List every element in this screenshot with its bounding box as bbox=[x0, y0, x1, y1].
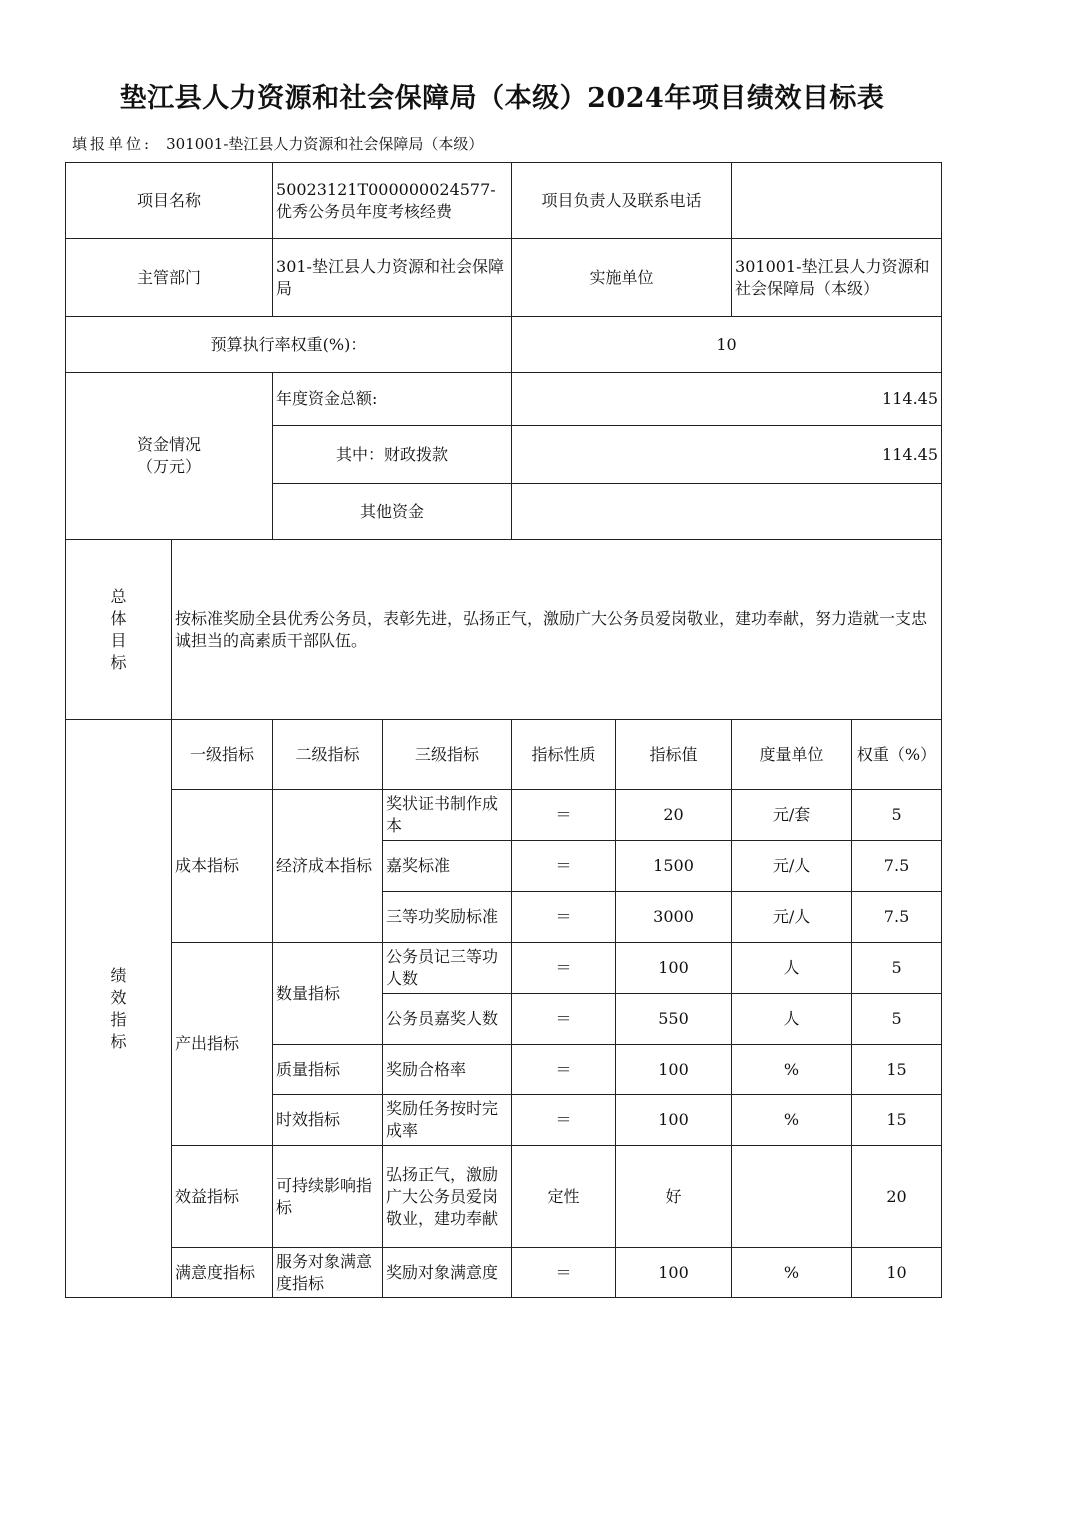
indicator-unit: 元/套 bbox=[732, 790, 852, 841]
level2-service-satisfaction: 服务对象满意度指标 bbox=[273, 1248, 383, 1298]
indicator-unit: % bbox=[732, 1248, 852, 1298]
dept-value: 301-垫江县人力资源和社会保障局 bbox=[273, 239, 512, 317]
indicator-unit: 元/人 bbox=[732, 841, 852, 892]
dept-label: 主管部门 bbox=[66, 239, 273, 317]
indicator-value: 3000 bbox=[616, 892, 732, 943]
indicator-nature: ＝ bbox=[512, 1248, 616, 1298]
funds-label bbox=[66, 373, 273, 540]
indicator-name: 嘉奖标准 bbox=[383, 841, 512, 892]
report-unit bbox=[72, 133, 483, 154]
indicator-weight: 5 bbox=[852, 790, 942, 841]
indicator-unit: % bbox=[732, 1045, 852, 1095]
indicators-label-char: 指 bbox=[110, 1009, 127, 1029]
budget-weight-value: 10 bbox=[512, 317, 942, 373]
indicator-weight: 7.5 bbox=[852, 892, 942, 943]
level2-quality: 质量指标 bbox=[273, 1045, 383, 1095]
project-name-label: 项目名称 bbox=[66, 163, 273, 239]
indicator-nature: ＝ bbox=[512, 892, 616, 943]
indicators-label bbox=[66, 720, 172, 1298]
indicator-name: 弘扬正气，激励广大公务员爱岗敬业，建功奉献 bbox=[383, 1146, 512, 1248]
funds-label-line1: 资金情况 bbox=[137, 435, 202, 454]
level2-timeliness: 时效指标 bbox=[273, 1095, 383, 1146]
level1-benefit: 效益指标 bbox=[172, 1146, 273, 1248]
goal-label-char: 目 bbox=[110, 630, 127, 650]
goal-label bbox=[66, 540, 172, 720]
funds-fiscal-value: 114.45 bbox=[512, 426, 942, 484]
indicator-unit: % bbox=[732, 1095, 852, 1146]
indicator-weight: 15 bbox=[852, 1045, 942, 1095]
level2-sustainable: 可持续影响指标 bbox=[273, 1146, 383, 1248]
goal-text: 按标准奖励全县优秀公务员，表彰先进，弘扬正气，激励广大公务员爱岗敬业，建功奉献，努力造就一支忠诚担当的高素质干部队伍。 bbox=[172, 540, 942, 720]
indicator-name: 奖励任务按时完成率 bbox=[383, 1095, 512, 1146]
indicator-nature: ＝ bbox=[512, 841, 616, 892]
funds-fiscal-label: 其中：财政拨款 bbox=[273, 426, 512, 484]
level1-satisfaction: 满意度指标 bbox=[172, 1248, 273, 1298]
indicator-value: 100 bbox=[616, 943, 732, 994]
indicator-name: 奖励对象满意度 bbox=[383, 1248, 512, 1298]
header-weight: 权重（%） bbox=[852, 720, 942, 790]
goal-label-char: 标 bbox=[110, 652, 127, 672]
funds-label-line2: （万元） bbox=[137, 457, 202, 476]
header-level3: 三级指标 bbox=[383, 720, 512, 790]
indicator-nature: ＝ bbox=[512, 943, 616, 994]
header-level2: 二级指标 bbox=[273, 720, 383, 790]
indicator-weight: 5 bbox=[852, 994, 942, 1045]
indicator-value: 100 bbox=[616, 1248, 732, 1298]
level2-economic-cost: 经济成本指标 bbox=[273, 790, 383, 943]
project-name-value: 50023121T000000024577-优秀公务员年度考核经费 bbox=[273, 163, 512, 239]
level1-cost: 成本指标 bbox=[172, 790, 273, 943]
performance-table bbox=[65, 162, 942, 1298]
indicators-label-char: 绩 bbox=[110, 965, 127, 985]
indicator-nature: ＝ bbox=[512, 1045, 616, 1095]
contact-value bbox=[732, 163, 942, 239]
table-row bbox=[66, 1146, 942, 1248]
funds-total-value: 114.45 bbox=[512, 373, 942, 426]
header-nature: 指标性质 bbox=[512, 720, 616, 790]
indicator-value: 100 bbox=[616, 1045, 732, 1095]
header-value: 指标值 bbox=[616, 720, 732, 790]
level1-output: 产出指标 bbox=[172, 943, 273, 1146]
indicator-name: 公务员嘉奖人数 bbox=[383, 994, 512, 1045]
header-level1: 一级指标 bbox=[172, 720, 273, 790]
indicator-value: 100 bbox=[616, 1095, 732, 1146]
indicators-label-char: 标 bbox=[110, 1031, 127, 1051]
indicator-unit: 人 bbox=[732, 943, 852, 994]
indicator-unit bbox=[732, 1146, 852, 1248]
report-unit-value: 301001-垫江县人力资源和社会保障局（本级） bbox=[166, 135, 484, 153]
indicator-value: 20 bbox=[616, 790, 732, 841]
impl-unit-value: 301001-垫江县人力资源和社会保障局（本级） bbox=[732, 239, 942, 317]
funds-other-label: 其他资金 bbox=[273, 484, 512, 540]
indicator-name: 公务员记三等功人数 bbox=[383, 943, 512, 994]
indicator-name: 奖状证书制作成本 bbox=[383, 790, 512, 841]
indicator-nature: 定性 bbox=[512, 1146, 616, 1248]
level2-quantity: 数量指标 bbox=[273, 943, 383, 1045]
page-title: 垫江县人力资源和社会保障局（本级）2024年项目绩效目标表 bbox=[119, 83, 885, 114]
budget-weight-label: 预算执行率权重(%)： bbox=[66, 317, 512, 373]
table-row bbox=[66, 790, 942, 841]
table-row bbox=[66, 1248, 942, 1298]
indicator-name: 三等功奖励标准 bbox=[383, 892, 512, 943]
funds-total-label: 年度资金总额: bbox=[273, 373, 512, 426]
impl-unit-label: 实施单位 bbox=[512, 239, 732, 317]
indicator-unit: 元/人 bbox=[732, 892, 852, 943]
indicator-nature: ＝ bbox=[512, 1095, 616, 1146]
indicator-weight: 15 bbox=[852, 1095, 942, 1146]
report-unit-label: 填报单位: bbox=[72, 135, 153, 153]
contact-label: 项目负责人及联系电话 bbox=[512, 163, 732, 239]
indicator-unit: 人 bbox=[732, 994, 852, 1045]
header-unit: 度量单位 bbox=[732, 720, 852, 790]
indicator-value: 好 bbox=[616, 1146, 732, 1248]
indicator-weight: 5 bbox=[852, 943, 942, 994]
indicator-weight: 7.5 bbox=[852, 841, 942, 892]
table-row bbox=[66, 943, 942, 994]
goal-label-char: 总 bbox=[110, 586, 127, 606]
indicator-nature: ＝ bbox=[512, 994, 616, 1045]
indicator-value: 1500 bbox=[616, 841, 732, 892]
funds-other-value bbox=[512, 484, 942, 540]
indicator-value: 550 bbox=[616, 994, 732, 1045]
indicators-label-char: 效 bbox=[110, 987, 127, 1007]
indicator-nature: ＝ bbox=[512, 790, 616, 841]
indicator-weight: 10 bbox=[852, 1248, 942, 1298]
indicator-weight: 20 bbox=[852, 1146, 942, 1248]
indicator-name: 奖励合格率 bbox=[383, 1045, 512, 1095]
goal-label-char: 体 bbox=[110, 608, 127, 628]
